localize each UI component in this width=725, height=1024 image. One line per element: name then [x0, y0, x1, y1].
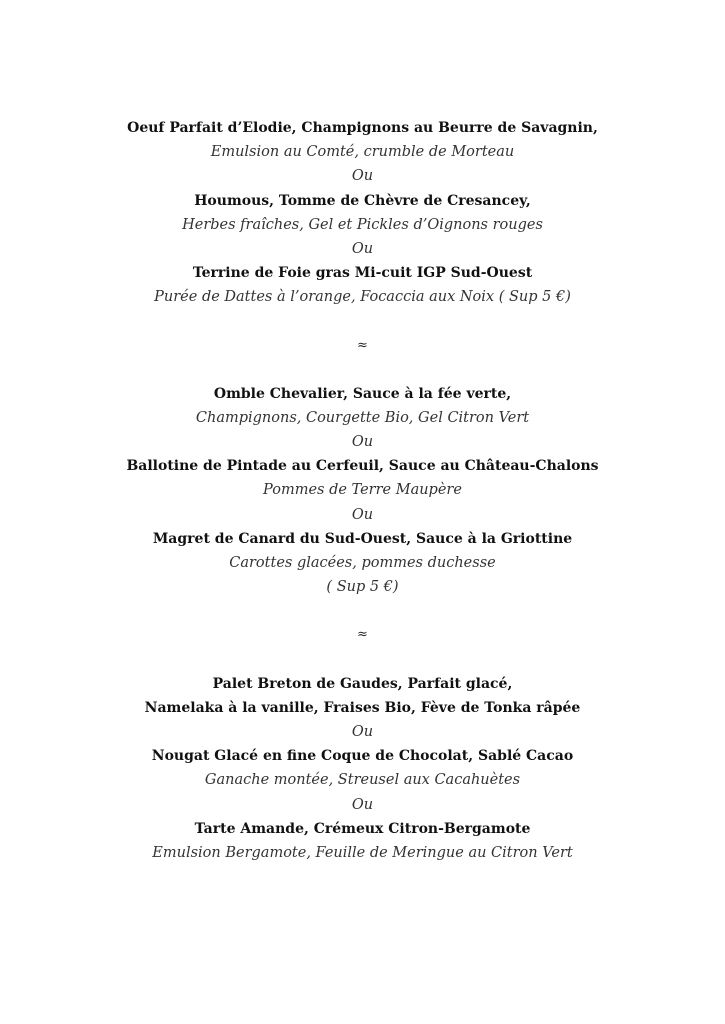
main-1-title: Omble Chevalier, Sauce à la fée verte, [213, 385, 512, 402]
dessert-1-title-line-1: Palet Breton de Gaudes, Parfait glacé, [212, 675, 513, 692]
dessert-1-title-line-2: Namelaka à la vanille, Fraises Bio, Fève de Tonka râpée [144, 699, 581, 716]
starter-2-description: Herbes fraîches, Gel et Pickles d’Oignons rouges [182, 216, 543, 233]
dessert-3-description: Emulsion Bergamote, Feuille de Meringue au Citron Vert [152, 844, 573, 861]
starter-1-description: Emulsion au Comté, crumble de Morteau [210, 144, 515, 161]
main-3-supplement: ( Sup 5 €) [326, 579, 399, 596]
dessert-2-description: Ganache montée, Streusel aux Cacahuètes [204, 772, 521, 789]
menu [0, 116, 725, 865]
dessert-3-title: Tarte Amande, Crémeux Citron-Bergamote [194, 820, 531, 837]
or-label: Ou [351, 796, 374, 813]
starter-3-title: Terrine de Foie gras Mi-cuit IGP Sud-Ouest [192, 265, 533, 282]
main-1-description: Champignons, Courgette Bio, Gel Citron Vert [195, 409, 530, 426]
or-label: Ou [351, 506, 374, 523]
main-3-title: Magret de Canard du Sud-Ouest, Sauce à la Griottine [152, 530, 573, 547]
mains-section [0, 382, 725, 600]
starter-1-title: Oeuf Parfait d’Elodie, Champignons au Beurre de Savagnin, [127, 120, 598, 136]
starter-2-title: Houmous, Tomme de Chèvre de Cresancey, [194, 192, 531, 209]
main-2-description: Pommes de Terre Maupère [263, 482, 462, 499]
desserts-section [0, 672, 725, 866]
or-label: Ou [351, 723, 374, 740]
starters-section [0, 116, 725, 310]
section-separator: ≈ [357, 337, 368, 353]
or-label: Ou [351, 434, 374, 451]
starter-3-description: Purée de Dattes à l’orange, Focaccia aux Noix ( Sup 5 €) [154, 289, 571, 306]
main-2-title: Ballotine de Pintade au Cerfeuil, Sauce au Château-Chalons [126, 458, 599, 475]
dessert-2-title: Nougat Glacé en fine Coque de Chocolat, Sablé Cacao [151, 748, 574, 765]
section-separator: ≈ [357, 627, 368, 643]
main-3-description: Carottes glacées, pommes duchesse [229, 555, 496, 571]
or-label: Ou [351, 240, 374, 257]
or-label: Ou [351, 168, 374, 185]
